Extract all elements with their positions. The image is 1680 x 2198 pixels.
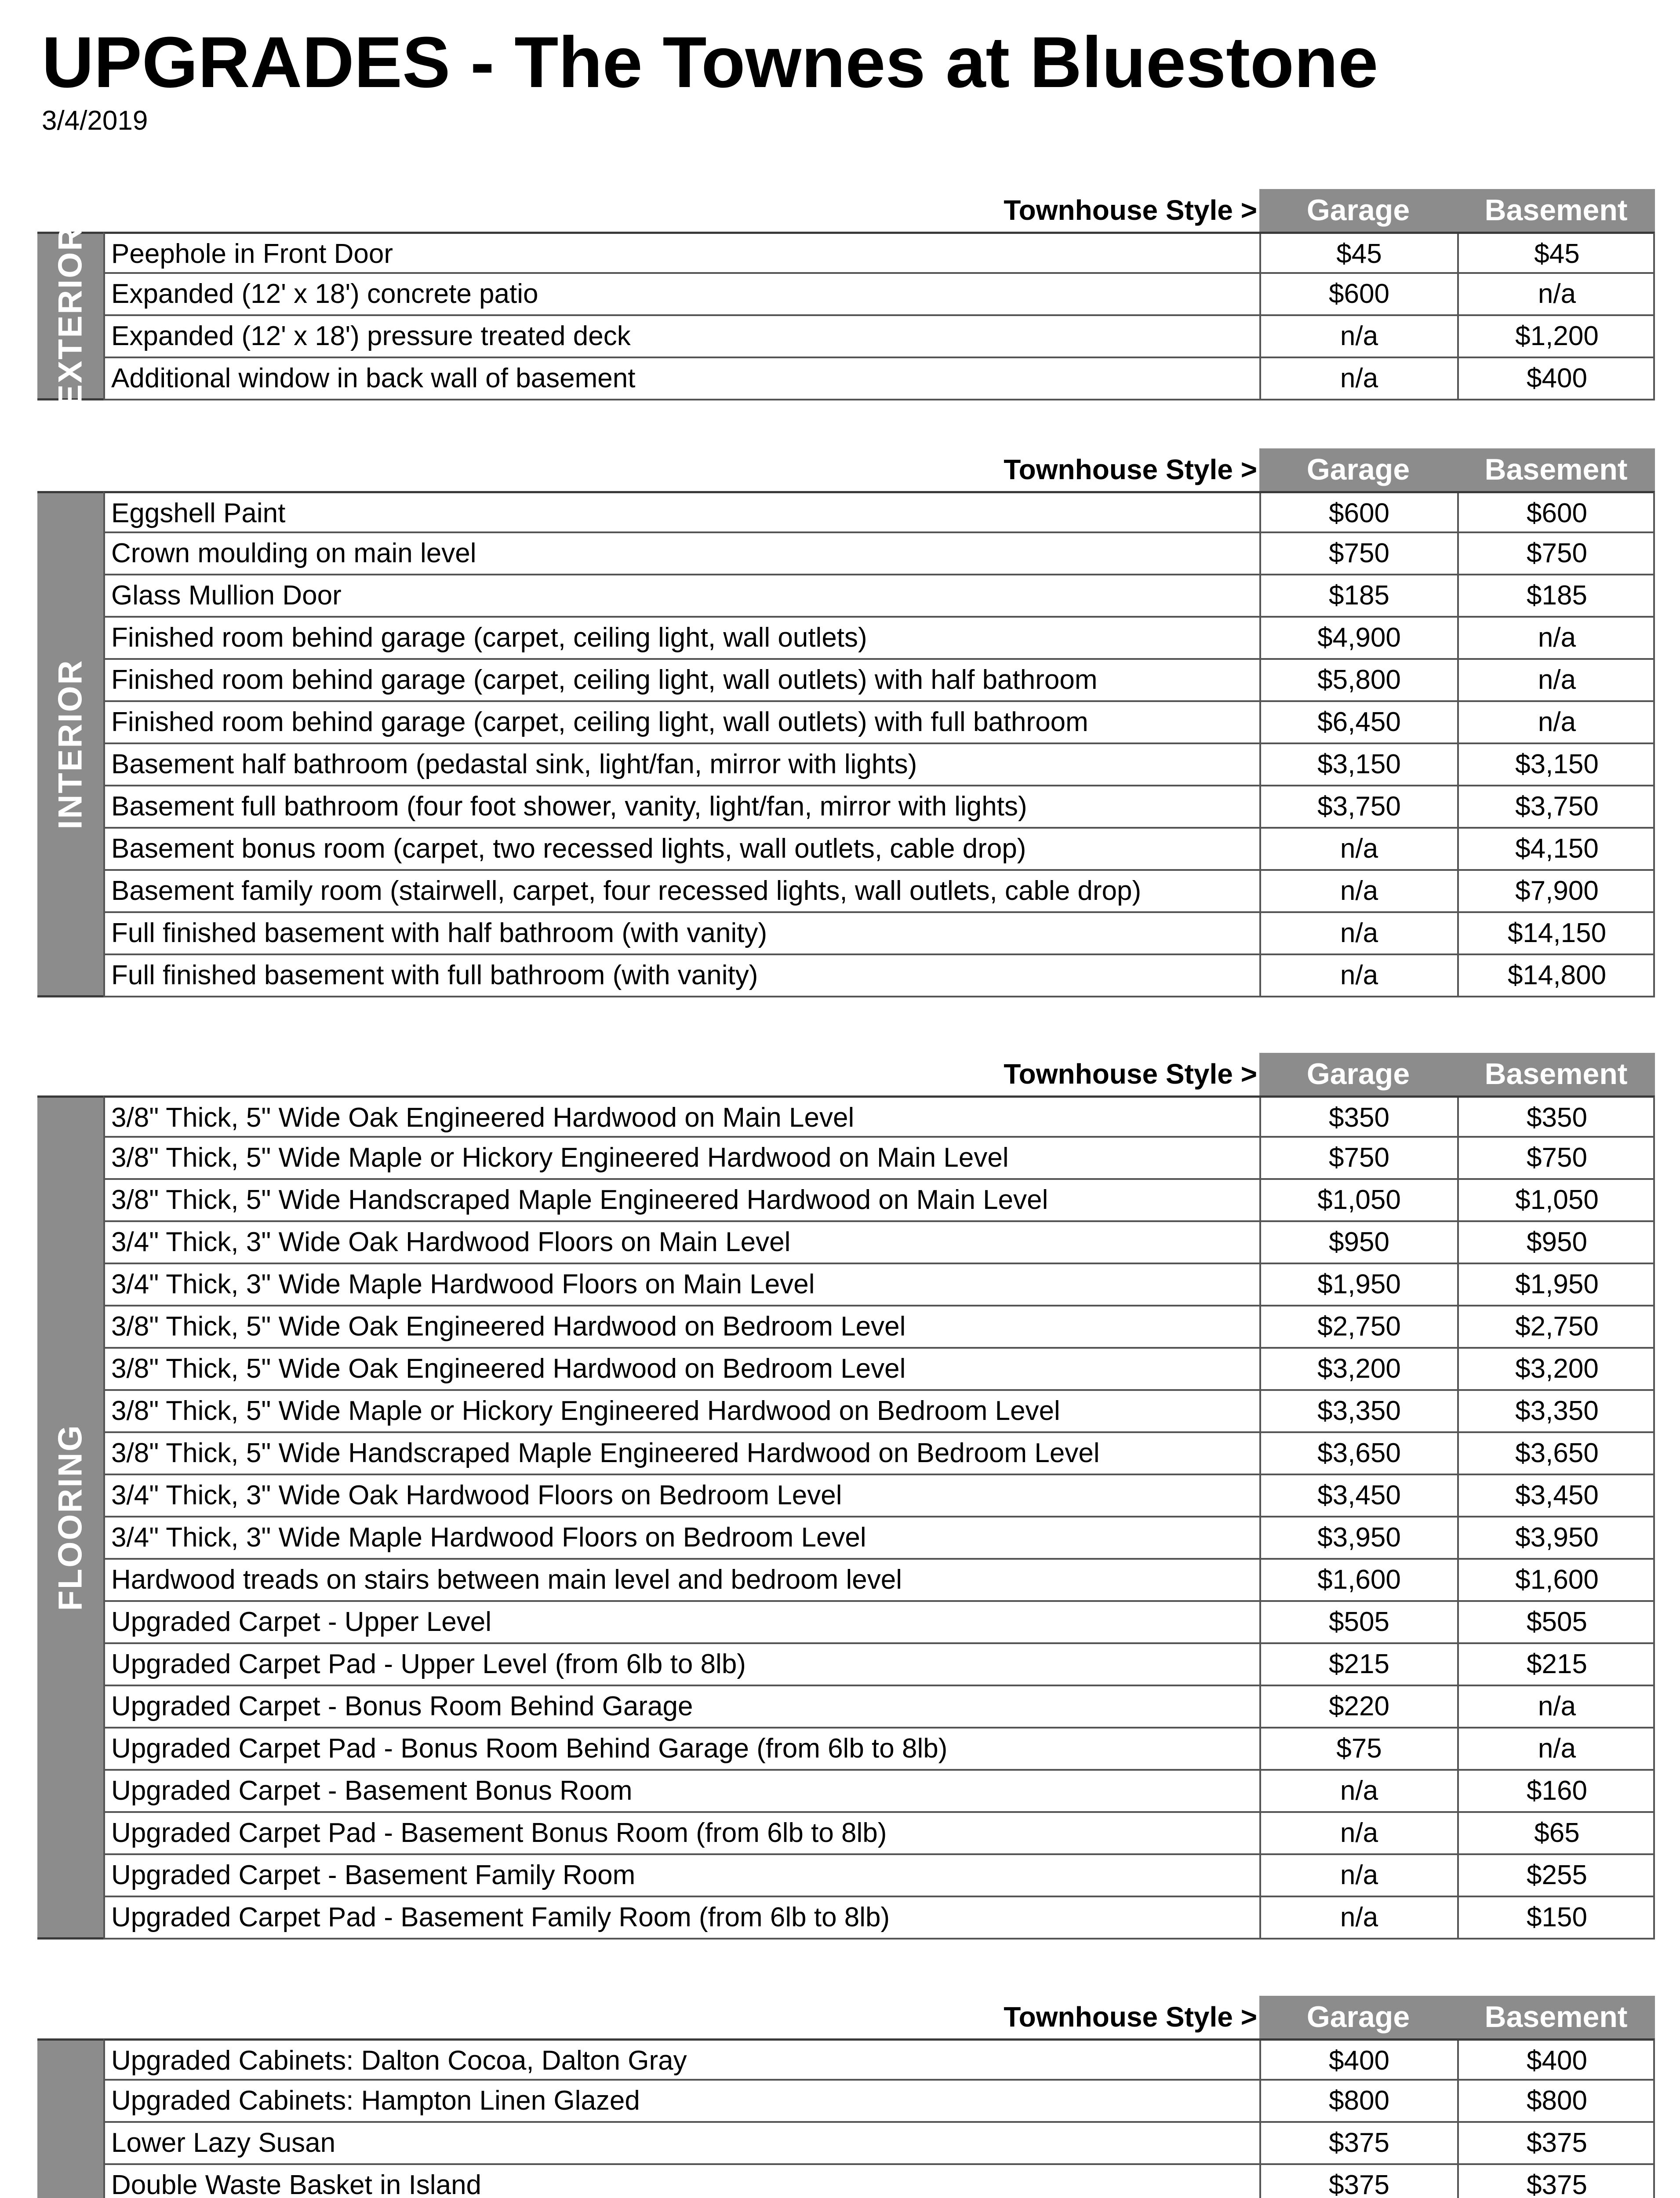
upgrade-description: Full finished basement with half bathroom (with vanity) (111, 918, 767, 948)
townhouse-style-label: Townhouse Style > (1004, 194, 1257, 226)
basement-price: n/a (1457, 1729, 1655, 1769)
section-category-label (37, 1095, 103, 1940)
table-row (103, 1729, 1655, 1771)
garage-price: $2,750 (1259, 1306, 1457, 1347)
section-body (37, 491, 1655, 997)
upgrade-description: Expanded (12' x 18') concrete patio (111, 279, 538, 309)
garage-price: $6,450 (1259, 702, 1457, 742)
upgrade-description: Upgraded Carpet Pad - Bonus Room Behind Garage (from 6lb to 8lb) (111, 1733, 948, 1764)
section-header (37, 189, 1655, 232)
basement-price: $14,150 (1457, 913, 1655, 953)
upgrade-description: Crown moulding on main level (111, 538, 476, 568)
section-category-label (37, 225, 103, 407)
basement-price: $600 (1457, 493, 1655, 531)
upgrade-description: Upgraded Carpet Pad - Basement Family Room (from 6lb to 8lb) (111, 1902, 890, 1932)
table-row (103, 913, 1655, 955)
table-row (103, 829, 1655, 871)
basement-price: $215 (1457, 1644, 1655, 1685)
section-category-text: FLOORING (51, 1424, 89, 1611)
upgrade-description: 3/8" Thick, 5" Wide Maple or Hickory Engineered Hardwood on Bedroom Level (111, 1396, 1060, 1426)
upgrade-description: 3/4" Thick, 3" Wide Oak Hardwood Floors on Main Level (111, 1227, 791, 1257)
section-category-text: INTERIOR (51, 659, 89, 830)
basement-price: n/a (1457, 274, 1655, 314)
garage-price: $350 (1259, 1098, 1457, 1136)
table-row (103, 702, 1655, 744)
section-kitchen (37, 1996, 1655, 2198)
garage-price: $950 (1259, 1222, 1457, 1263)
basement-price: $350 (1457, 1098, 1655, 1136)
basement-price: $950 (1457, 1222, 1655, 1263)
garage-price: n/a (1259, 913, 1457, 953)
table-row (103, 316, 1655, 358)
townhouse-style-label: Townhouse Style > (1004, 1058, 1257, 1090)
upgrade-description: Basement half bathroom (pedastal sink, light/fan, mirror with lights) (111, 749, 917, 779)
upgrade-description: Glass Mullion Door (111, 580, 342, 611)
table-row (103, 274, 1655, 316)
upgrade-description: Finished room behind garage (carpet, ceiling light, wall outlets) with half bathroom (111, 665, 1098, 695)
table-row (103, 955, 1655, 997)
upgrade-description: Upgraded Carpet Pad - Upper Level (from 6lb to 8lb) (111, 1649, 746, 1679)
section-category-label (37, 491, 103, 997)
basement-price: $800 (1457, 2081, 1655, 2121)
basement-price: $1,950 (1457, 1264, 1655, 1305)
basement-price: $150 (1457, 1897, 1655, 1938)
townhouse-style-label: Townhouse Style > (1004, 454, 1257, 485)
garage-price: $3,750 (1259, 786, 1457, 827)
section-interior (37, 448, 1655, 997)
garage-price: $600 (1259, 274, 1457, 314)
garage-price: $3,950 (1259, 1517, 1457, 1558)
garage-price: $5,800 (1259, 660, 1457, 700)
garage-price: n/a (1259, 1771, 1457, 1811)
table-row (103, 2165, 1655, 2198)
section-body (37, 2038, 1655, 2198)
section-category-text: EXTERIOR (51, 225, 89, 407)
table-row (103, 1686, 1655, 1729)
garage-price: $3,150 (1259, 744, 1457, 785)
basement-price: $400 (1457, 2041, 1655, 2079)
garage-price: $3,450 (1259, 1475, 1457, 1516)
table-row (103, 1855, 1655, 1897)
column-header-basement: Basement (1457, 1996, 1655, 2038)
basement-price: $45 (1457, 234, 1655, 272)
garage-price: n/a (1259, 871, 1457, 911)
upgrade-description: Basement full bathroom (four foot shower, vanity, light/fan, mirror with lights) (111, 791, 1027, 822)
table-row (103, 1771, 1655, 1813)
upgrade-description: Eggshell Paint (111, 498, 286, 528)
basement-price: n/a (1457, 702, 1655, 742)
garage-price: $1,600 (1259, 1560, 1457, 1600)
garage-price: $3,650 (1259, 1433, 1457, 1474)
section-body (37, 1095, 1655, 1940)
basement-price: $750 (1457, 1138, 1655, 1178)
garage-price: n/a (1259, 316, 1457, 357)
garage-price: $3,350 (1259, 1391, 1457, 1431)
garage-price: $1,050 (1259, 1180, 1457, 1220)
table-row (103, 1560, 1655, 1602)
basement-price: $2,750 (1457, 1306, 1655, 1347)
table-row (103, 491, 1655, 533)
garage-price: $215 (1259, 1644, 1457, 1685)
upgrade-description: Finished room behind garage (carpet, ceiling light, wall outlets) with full bathroom (111, 707, 1088, 737)
upgrade-description: 3/8" Thick, 5" Wide Handscraped Maple Engineered Hardwood on Main Level (111, 1185, 1048, 1215)
garage-price: $185 (1259, 575, 1457, 616)
table-row (103, 744, 1655, 786)
garage-price: n/a (1259, 1813, 1457, 1853)
section-header (37, 448, 1655, 491)
page-title: UPGRADES - The Townes at Bluestone (42, 22, 1378, 102)
basement-price: n/a (1457, 660, 1655, 700)
basement-price: $3,150 (1457, 744, 1655, 785)
garage-price: $220 (1259, 1686, 1457, 1727)
garage-price: $1,950 (1259, 1264, 1457, 1305)
garage-price: $750 (1259, 1138, 1457, 1178)
basement-price: $1,200 (1457, 316, 1655, 357)
table-row (103, 786, 1655, 829)
column-header-garage: Garage (1259, 189, 1457, 232)
column-header-garage: Garage (1259, 448, 1457, 491)
upgrade-description: Expanded (12' x 18') pressure treated deck (111, 321, 631, 351)
garage-price: $75 (1259, 1729, 1457, 1769)
table-row (103, 1475, 1655, 1517)
section-rows (103, 1095, 1655, 1940)
section-exterior (37, 189, 1655, 407)
table-row (103, 533, 1655, 575)
garage-price: $505 (1259, 1602, 1457, 1642)
section-rows (103, 491, 1655, 997)
table-row (103, 1138, 1655, 1180)
upgrade-description: Upgraded Carpet - Bonus Room Behind Garage (111, 1691, 693, 1721)
table-row (103, 1264, 1655, 1306)
table-row (103, 575, 1655, 618)
upgrade-description: Additional window in back wall of basement (111, 363, 636, 393)
table-row (103, 2123, 1655, 2165)
upgrade-description: 3/4" Thick, 3" Wide Maple Hardwood Floors on Main Level (111, 1269, 815, 1299)
basement-price: $65 (1457, 1813, 1655, 1853)
column-header-basement: Basement (1457, 448, 1655, 491)
table-row (103, 660, 1655, 702)
upgrade-description: 3/4" Thick, 3" Wide Oak Hardwood Floors on Bedroom Level (111, 1480, 842, 1510)
table-row (103, 1306, 1655, 1349)
garage-price: $800 (1259, 2081, 1457, 2121)
basement-price: $4,150 (1457, 829, 1655, 869)
table-row (103, 1349, 1655, 1391)
table-row (103, 1517, 1655, 1560)
section-rows (103, 232, 1655, 400)
column-header-garage: Garage (1259, 1053, 1457, 1095)
table-row (103, 1095, 1655, 1138)
upgrade-description: Upgraded Carpet - Upper Level (111, 1607, 492, 1637)
basement-price: n/a (1457, 618, 1655, 658)
garage-price: $375 (1259, 2123, 1457, 2163)
basement-price: $3,950 (1457, 1517, 1655, 1558)
upgrade-description: Double Waste Basket in Island (111, 2170, 482, 2198)
section-category-label (37, 2038, 103, 2198)
table-row (103, 2081, 1655, 2123)
basement-price: $185 (1457, 575, 1655, 616)
upgrade-description: Upgraded Cabinets: Hampton Linen Glazed (111, 2085, 640, 2116)
basement-price: $400 (1457, 358, 1655, 399)
upgrade-description: Lower Lazy Susan (111, 2128, 336, 2158)
garage-price: n/a (1259, 1855, 1457, 1896)
garage-price: n/a (1259, 829, 1457, 869)
basement-price: $750 (1457, 533, 1655, 574)
basement-price: $3,350 (1457, 1391, 1655, 1431)
section-rows (103, 2038, 1655, 2198)
section-header (37, 1053, 1655, 1095)
basement-price: $1,050 (1457, 1180, 1655, 1220)
garage-price: n/a (1259, 358, 1457, 399)
garage-price: n/a (1259, 955, 1457, 996)
table-row (103, 1644, 1655, 1686)
table-row (103, 358, 1655, 400)
table-row (103, 871, 1655, 913)
basement-price: $3,750 (1457, 786, 1655, 827)
column-header-garage: Garage (1259, 1996, 1457, 2038)
table-row (103, 1180, 1655, 1222)
upgrade-description: 3/8" Thick, 5" Wide Maple or Hickory Engineered Hardwood on Main Level (111, 1143, 1009, 1173)
upgrade-description: 3/4" Thick, 3" Wide Maple Hardwood Floors on Bedroom Level (111, 1522, 866, 1553)
upgrade-description: 3/8" Thick, 5" Wide Oak Engineered Hardwood on Bedroom Level (111, 1311, 906, 1342)
upgrade-description: 3/8" Thick, 5" Wide Oak Engineered Hardwood on Main Level (111, 1103, 855, 1133)
upgrade-description: Basement family room (stairwell, carpet, four recessed lights, wall outlets, cable drop) (111, 876, 1142, 906)
basement-price: $1,600 (1457, 1560, 1655, 1600)
column-header-basement: Basement (1457, 1053, 1655, 1095)
basement-price: $3,450 (1457, 1475, 1655, 1516)
basement-price: $255 (1457, 1855, 1655, 1896)
upgrade-description: Peephole in Front Door (111, 239, 393, 269)
upgrade-description: Upgraded Carpet Pad - Basement Bonus Room (from 6lb to 8lb) (111, 1818, 887, 1848)
basement-price: $14,800 (1457, 955, 1655, 996)
section-flooring (37, 1053, 1655, 1940)
upgrade-description: Hardwood treads on stairs between main level and bedroom level (111, 1565, 902, 1595)
upgrade-description: Upgraded Carpet - Basement Family Room (111, 1860, 636, 1890)
table-row (103, 1433, 1655, 1475)
table-row (103, 1222, 1655, 1264)
basement-price: $375 (1457, 2123, 1655, 2163)
upgrade-description: Full finished basement with full bathroom (with vanity) (111, 960, 758, 990)
garage-price: $45 (1259, 234, 1457, 272)
basement-price: $3,650 (1457, 1433, 1655, 1474)
upgrade-description: Upgraded Cabinets: Dalton Cocoa, Dalton Gray (111, 2045, 687, 2076)
table-row (103, 2038, 1655, 2081)
section-header (37, 1996, 1655, 2038)
table-row (103, 1897, 1655, 1940)
table-row (103, 1602, 1655, 1644)
upgrade-description: Upgraded Carpet - Basement Bonus Room (111, 1776, 633, 1806)
basement-price: $375 (1457, 2165, 1655, 2198)
garage-price: $600 (1259, 493, 1457, 531)
garage-price: n/a (1259, 1897, 1457, 1938)
basement-price: $3,200 (1457, 1349, 1655, 1389)
upgrade-description: Basement bonus room (carpet, two recessed lights, wall outlets, cable drop) (111, 833, 1026, 864)
table-row (103, 1391, 1655, 1433)
upgrade-description: 3/8" Thick, 5" Wide Oak Engineered Hardwood on Bedroom Level (111, 1354, 906, 1384)
section-body (37, 225, 1655, 407)
basement-price: $505 (1457, 1602, 1655, 1642)
basement-price: $160 (1457, 1771, 1655, 1811)
basement-price: $7,900 (1457, 871, 1655, 911)
table-row (103, 618, 1655, 660)
garage-price: $400 (1259, 2041, 1457, 2079)
garage-price: $375 (1259, 2165, 1457, 2198)
garage-price: $4,900 (1259, 618, 1457, 658)
garage-price: $3,200 (1259, 1349, 1457, 1389)
garage-price: $750 (1259, 533, 1457, 574)
table-row (103, 1813, 1655, 1855)
upgrade-description: 3/8" Thick, 5" Wide Handscraped Maple Engineered Hardwood on Bedroom Level (111, 1438, 1100, 1468)
table-row (103, 232, 1655, 274)
basement-price: n/a (1457, 1686, 1655, 1727)
upgrade-description: Finished room behind garage (carpet, ceiling light, wall outlets) (111, 622, 867, 653)
column-header-basement: Basement (1457, 189, 1655, 232)
townhouse-style-label: Townhouse Style > (1004, 2001, 1257, 2033)
document-date: 3/4/2019 (42, 106, 148, 136)
